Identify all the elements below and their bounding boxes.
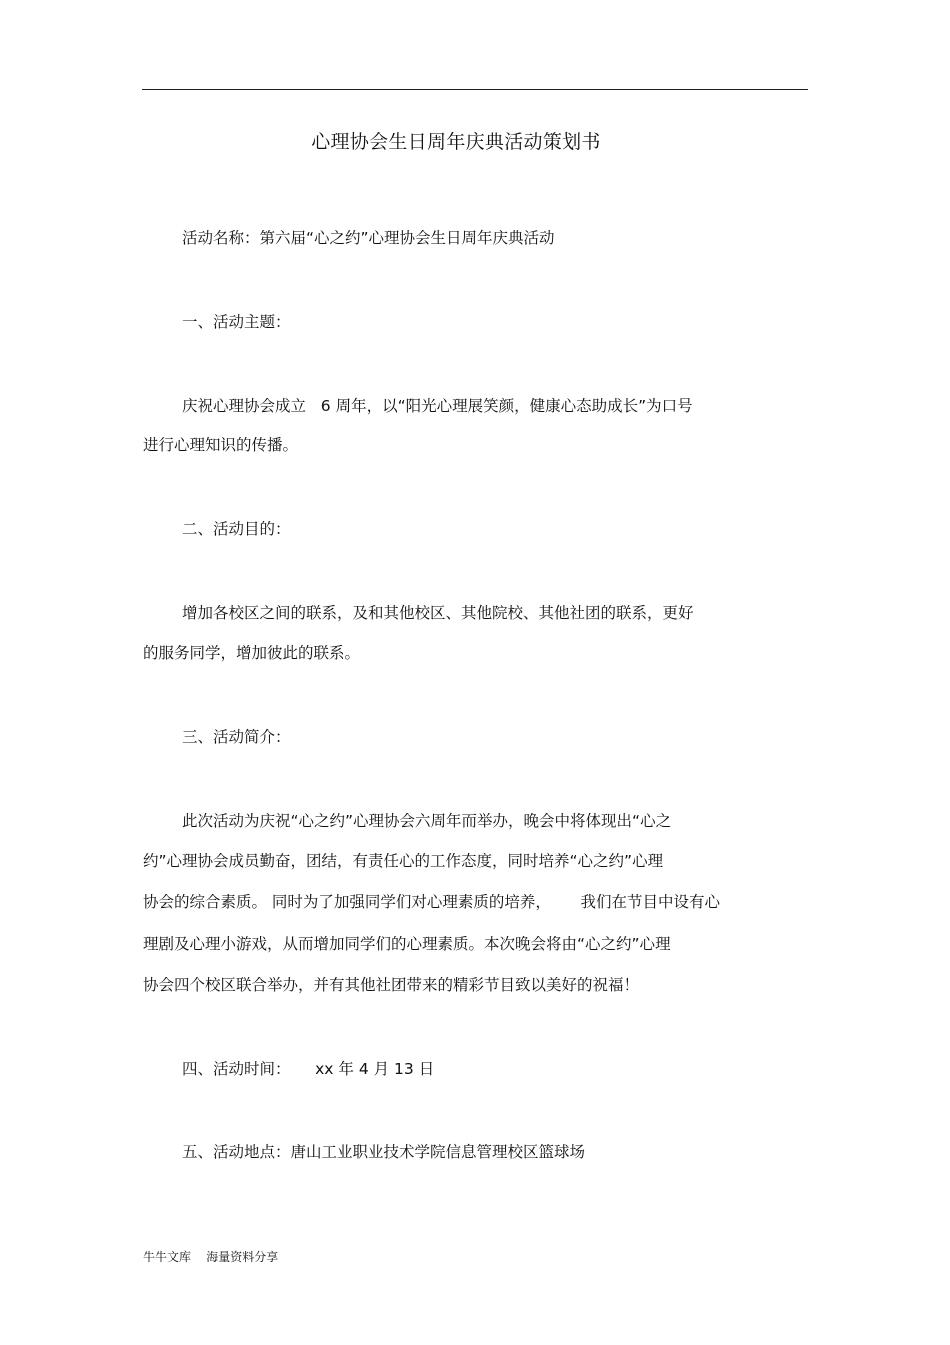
section-2-heading: 二、活动目的： [182,520,291,538]
section-1-heading: 一、活动主题： [182,313,291,331]
section-3-line-1: 此次活动为庆祝“心之约”心理协会六周年而举办，晚会中将体现出“心之 [182,812,672,830]
section-1-line-2: 进行心理知识的传播。 [143,436,299,454]
section-3-line-5: 协会四个校区联合举办，并有其他社团带来的精彩节目致以美好的祝福！ [143,976,640,994]
section-2-line-2: 的服务同学，增加彼此的联系。 [143,644,361,662]
footer-text: 牛牛文库 海量资料分享 [143,1250,279,1264]
section-3-line-3: 协会的综合素质。 同时为了加强同学们对心理素质的培养， 我们在节目中设有心 [143,893,720,911]
activity-name: 活动名称：第六届“心之约”心理协会生日周年庆典活动 [182,229,555,247]
section-3-line-4: 理剧及心理小游戏，从而增加同学们的心理素质。本次晚会将由“心之约”心理 [143,935,671,953]
section-3-line-2: 约”心理协会成员勤奋，团结，有责任心的工作态度，同时培养“心之约”心理 [143,852,664,870]
activity-place: 五、活动地点：唐山工业职业技术学院信息管理校区篮球场 [182,1143,586,1161]
section-2-line-1: 增加各校区之间的联系，及和其他校区、其他院校、其他社团的联系，更好 [182,604,694,622]
section-1-line-1: 庆祝心理协会成立 6 周年，以“阳光心理展笑颜，健康心态助成长”为口号 [182,397,693,415]
document-title: 心理协会生日周年庆典活动策划书 [311,131,601,153]
section-3-heading: 三、活动简介： [182,728,291,746]
header-rule [142,89,808,90]
activity-time: 四、活动时间： xx 年 4 月 13 日 [182,1060,435,1078]
